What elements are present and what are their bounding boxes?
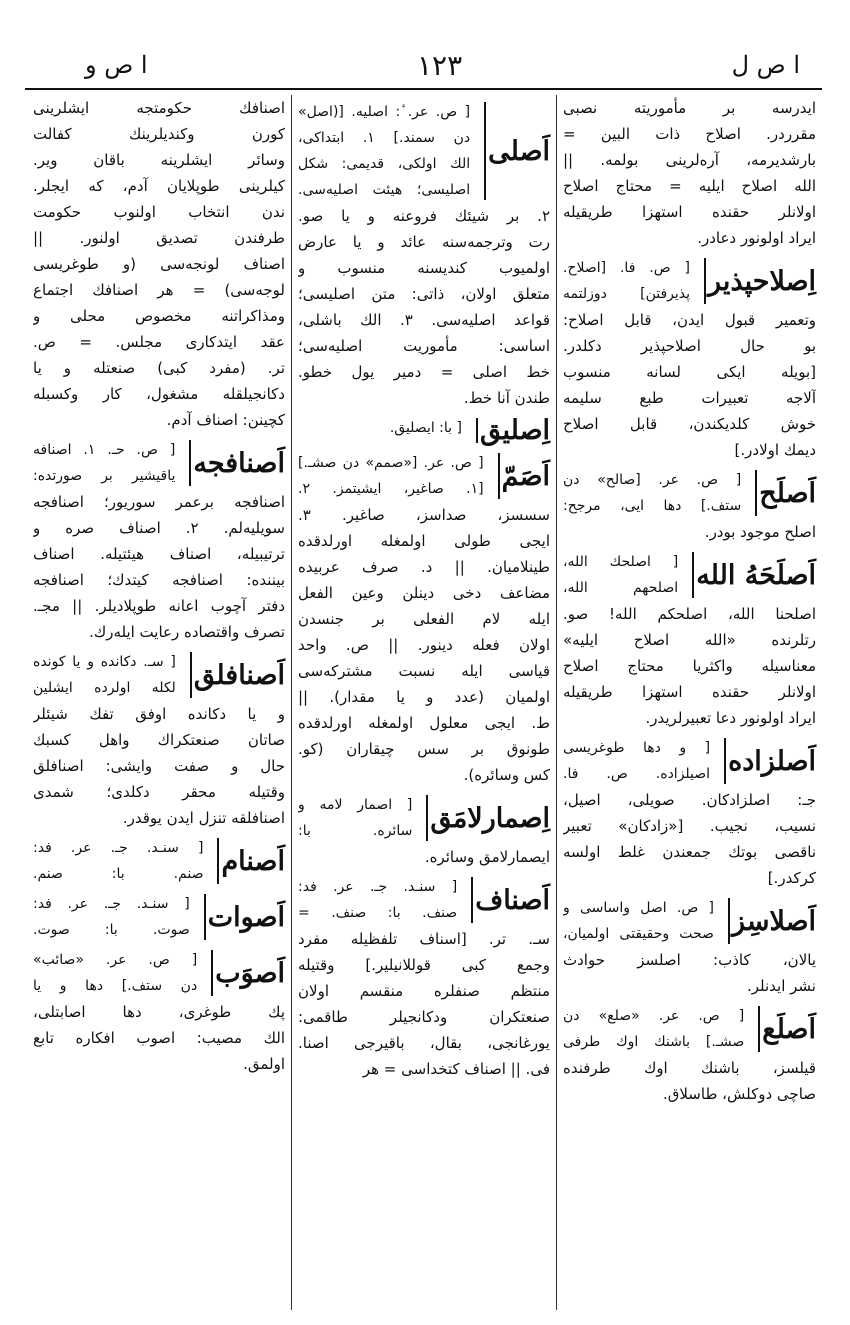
text-line: دکانجیلقله مشغول، کار وکسبله [33,385,285,403]
text-line: تر. (مفرد کبی) صنعتله و یا [33,359,285,377]
text-line: بو حال اصلاحپذیر دکلدر. [563,337,816,355]
brace-mark [694,258,706,304]
entry-definition [298,415,462,446]
text-line: رتلرنده «الله اصلاح ایلیه» [563,631,816,649]
definition-line: [ سـ. دکانده و یا کونده‌ [33,654,176,670]
definition-line: [١. صاغیر، ایشیتمز. ٢. [298,481,484,497]
text-line: اولان فعله دینور. || ص. واحد [298,636,550,654]
definition-line: اصلحهم الله، [563,580,679,596]
text-line: قیلسز، باشنك اوك طرفنده [563,1059,816,1077]
text-line: دفتر آچوب اعانه طوپلادیلر. || مجـ. [33,597,285,615]
definition-line: صنف. با: صنف. = [298,905,458,921]
text-line: ایدرسه بر مأموریته نصبی [563,99,816,117]
entry-continuation [298,502,550,788]
text-line: طندن آنا خط. [463,389,550,407]
text-line: معناسیله واکثریا محتاج اصلاح [563,657,816,675]
text-line: تصرف واقتصاده رعایت ایله‌رك. [89,623,285,641]
page-number: ١٢٣ [417,48,463,82]
dictionary-entry [563,895,816,947]
definition-line: اصلیسی؛ هیئت اصلیه‌سی. [298,182,471,198]
entry-continuation [563,1055,816,1107]
text-line: وسائر ایشلرینه باقان ویر. [33,151,285,169]
brace-mark [748,1006,760,1052]
dictionary-entry [298,874,550,926]
brace-mark [461,877,473,923]
text-line: اصلح موجود بودر. [704,523,816,541]
entry-headword: اَصنافلق [193,659,285,691]
text-line: ناقصی بوتك جمعندن غلط اولسه [563,843,816,861]
text-line: رت وترجمه‌سنه عائد و یا عارض [298,233,550,251]
text-line: سسسز، صداسز، صاغیر. ٣. [298,506,550,524]
entry-continuation [298,926,550,1082]
dictionary-entry [33,947,285,999]
text-line: [بویله ایکی لسانه منسوب [563,363,816,381]
text-paragraph [563,95,816,251]
entry-continuation [563,307,816,463]
text-line: صاتان صنعتکراك واهل کسبك [33,731,285,749]
header-section-left: ا ص و [85,51,148,79]
text-line: و یا دکانده اوفق تفك شیئلر [33,705,285,723]
dictionary-entry [298,792,550,844]
text-line: اولمق. [243,1055,285,1073]
text-line: ایجی طولی اولمغله اورلدقده [298,532,550,550]
entry-definition [563,1003,744,1055]
entry-definition [563,549,678,601]
definition-line: صشـ.] باشنك اوك طرفی [563,1034,745,1050]
entry-headword: اَصنافجه [193,447,285,479]
entry-continuation [563,519,816,545]
text-line: متعلق اولان، ذاتی: متن اصلیسی؛ [298,285,550,303]
brace-mark [194,894,206,940]
text-line: فی. || اصناف کتخداسی = هر [362,1060,550,1078]
text-line: ٢. بر شیئك فروعنه و یا صو. [298,207,550,225]
entry-headword: اَصَمّ [501,460,550,492]
brace-mark [416,795,428,841]
text-line: آلاجه تعبیرات طبع سلیمه [563,389,816,407]
entry-headword: اَصلاسِز [731,905,816,937]
text-line: ایصمارلامق وسائره. [424,848,550,866]
text-line: بیننده: اصنافجه کیتدك؛ اصنافجه [33,571,285,589]
text-line: وقتیله محقر دکلدی؛ شمدی [33,783,285,801]
text-line: طینلامیان. || د. صرف عربیده [298,558,550,576]
page-header [25,45,822,85]
column-right [557,95,822,1310]
definition-line: صنم. با: صنم. [33,866,204,882]
definition-line: [ سنـد. جـ. عر. فد: [298,879,458,895]
text-line: اصنافلقه تنزل ایدن یوقدر. [122,809,285,827]
definition-line: الك اولکی، قدیمی: شکل [298,156,471,172]
text-line: الك مصیب: اصوب افکاره تابع [33,1029,285,1047]
text-line: ایراد اولونور دعادر. [697,229,816,247]
text-line: صنعتکران ودکانجیلر طاقمی: [298,1008,550,1026]
entry-headword: اَصلَح [759,477,816,509]
brace-mark [179,440,191,486]
definition-line: اصیلزاده. ص. فا. [563,766,711,782]
text-line: ایله لام الفعلی بر جنسدن [298,610,550,628]
entry-headword: اَصوات [207,901,285,933]
dictionary-entry [563,1003,816,1055]
text-line: کیلرینی طوپلایان آدم، که ایجلر. [33,177,285,195]
definition-line: دن سمند.] ١. ابتداکی، [298,130,471,146]
text-line: اولمیان (عدد و یا مقدار). || [298,688,550,706]
text-line: سویلیه‌لم. ٢. اصناف صره و [33,519,285,537]
definition-line: پذیرفتن] دوزلتمه [563,286,691,302]
definition-line: دن ستف.] دها و یا [33,978,198,994]
brace-mark [466,418,478,443]
entry-headword: اَصنام [221,845,285,877]
entry-continuation [563,601,816,731]
definition-line: [ سنـد. جـ. عر. فد: [33,840,204,856]
entry-definition [563,467,741,519]
text-line: طرفندن تصدیق اولنور. || [33,229,285,247]
text-line: وتعمیر قبول ایدن، قابل اصلاح: [563,311,816,329]
entry-definition [563,735,710,787]
entry-definition [33,437,175,489]
entry-definition [33,835,203,887]
entry-continuation [298,844,550,870]
column-middle [292,95,557,1310]
entry-continuation [33,701,285,831]
text-line: نسیب، نجیب. [«زادکان» تعبیر [563,817,816,835]
definition-line: [ و دها طوغریسی [563,740,711,756]
brace-mark [714,738,726,784]
entry-definition [563,895,714,947]
brace-mark [745,470,757,516]
dictionary-entry [563,735,816,787]
entry-headword: اَصلَع [762,1013,816,1045]
text-line: کس وسائره). [463,766,550,784]
brace-mark [180,652,192,698]
text-line: خط اصلی = دمیر یول خطو. [298,363,550,381]
entry-headword: اِصلیق [479,415,550,446]
entry-continuation [33,489,285,645]
definition-line: [ ص. عر. [صالح» دن [563,472,742,488]
text-line: سـ. تر. [اسناف تلفظیله مفرد [298,930,550,948]
text-line: کچینن: اصناف آدم. [166,411,285,429]
text-line: حال و صفت وایشی: اصنافلق [33,757,285,775]
column-left [27,95,292,1310]
text-line: اولانلر حقنده استهزا طریقیله [563,683,816,701]
definition-line: [ ص. فا. [اصلاح. [563,260,691,276]
text-line: مقرردر. اصلاح ذات البین = [563,125,816,143]
definition-line: [ ص. اصل واساسی و [563,900,714,916]
text-line: ایراد اولونور دعا تعبیرلریدر. [645,709,816,727]
entry-headword: اَصناف [475,884,550,916]
text-line: قواعد اصلیه‌سی. ٣. الك باشلی، [298,311,550,329]
text-line: مضاعف دخی دینلن وعین الفعل [298,584,550,602]
definition-line: [ ص. عر. «صلع» دن [563,1008,745,1024]
definition-line: [ ص. عر. [«صمم» دن صشـ.] [298,455,484,471]
dictionary-entry [563,549,816,601]
brace-mark [201,950,213,996]
dictionary-entry [563,255,816,307]
text-line: اولانلر حقنده استهزا طریقیله [563,203,816,221]
text-line: یورغانجی، بقال، باقیرجی اصنا. [298,1034,550,1052]
entry-headword: اَصوَب [215,957,285,989]
text-line: وجمع کبی قوللانیلیر.] وقتیله [298,956,550,974]
entry-definition [298,792,412,844]
text-line: اولمیوب کندیسنه منسوب و [298,259,550,277]
text-line: جـ: اصلزادکان. صویلی، اصیل، [563,791,816,809]
definition-line: [ با: ایصلیق. [389,420,462,436]
entry-headword: اَصلَحَهُ الله [696,559,816,591]
text-line: ط. ایجی معلول اولمغله اورلدقده [298,714,550,732]
text-line: قیاسی ایله نسبت مشترکه‌سی [298,662,550,680]
entry-definition [563,255,690,307]
text-line: ندن انتخاب اولنوب حکومت [33,203,285,221]
text-line: کورن وکندیلرینك کفالت [33,125,285,143]
text-line: اصنافك حکومتجه ایشلرینی [33,99,285,117]
dictionary-entry [298,450,550,502]
definition-line: لکله اولرده ایشلین [33,680,176,696]
text-line: پك طوغری، دها اصابتلی، [33,1003,285,1021]
text-line: یالان، کاذب: اصلسز حوادث [563,951,816,969]
text-line: خوش کلدیکندن، قابل اصلاح [563,415,816,433]
brace-mark [207,838,219,884]
definition-line: صحت وحقیقتی اولمیان، [563,926,714,942]
entry-headword: اِصلاحپذیر [708,265,816,297]
entry-continuation [563,787,816,891]
text-line: اصلحنا الله، اصلحکم الله! صو. [563,605,816,623]
entry-headword: اَصلی [488,135,550,167]
entry-definition [298,450,484,502]
entry-headword: اَصلزاده [728,745,816,777]
entry-continuation [33,999,285,1077]
definition-line: [ ص. عر. ٔ: اصلیه. [(اصل» [298,104,471,120]
dictionary-entry [33,649,285,701]
entry-definition [298,874,457,926]
text-line: اصناف لونجه‌سی (و طوغریسی [33,255,285,273]
definition-line: [ اصلحك الله، [563,554,679,570]
text-line: کرکدر.] [767,869,816,887]
dictionary-entry [298,99,550,203]
text-line: لوجه‌سی) = هر اصنافك اجتماع [33,281,285,299]
entry-continuation [563,947,816,999]
dictionary-entry [33,437,285,489]
header-rule [25,88,822,90]
entry-continuation [298,203,550,411]
header-section-right: ا ص ل [731,51,800,79]
entry-definition [33,891,190,943]
text-line: نشر ایدنلر. [746,977,816,995]
definition-line: [ اصمار لامه و [298,797,413,813]
text-line: دیمك اولادر.] [734,441,816,459]
entry-headword: اِصمارلامَق [430,802,550,834]
brace-mark [682,552,694,598]
text-line: اصنافجه برعمر سوریور؛ اصنافجه [33,493,285,511]
dictionary-columns [25,95,822,1310]
brace-mark [474,102,486,200]
text-line: عقد ایتدکاری مجلس. = ص. [33,333,285,351]
text-line: الله اصلاح ایلیه = محتاج اصلاح [563,177,816,195]
entry-definition [33,947,197,999]
definition-line: ستف.] دها ایی، مرجح: [563,498,742,514]
brace-mark [488,453,500,499]
entry-definition [298,99,470,203]
definition-line: یاقیشیر بر صورتده: [33,468,176,484]
dictionary-entry [298,415,550,446]
text-line: منتظم صنفلره منقسم اولان [298,982,550,1000]
definition-line: صوت. با: صوت. [33,922,190,938]
text-line: صاچی دوکلش، طاسلاق. [662,1085,816,1103]
dictionary-entry [33,891,285,943]
entry-definition [33,649,176,701]
definition-line: [ سنـد. جـ. عر. فد: [33,896,190,912]
text-line: طونوق بر سس چیقاران (کو. [298,740,550,758]
text-paragraph [33,95,285,433]
definition-line: سائره. با: [298,823,413,839]
dictionary-entry [33,835,285,887]
brace-mark [718,898,730,944]
text-line: اساسی: مأموریت اصلیه‌سی؛ [298,337,550,355]
definition-line: [ ص. عر. «صائب» [33,952,198,968]
text-line: بارشدیرمه، آره‌لرینی بولمه. || [563,151,816,169]
dictionary-entry [563,467,816,519]
definition-line: [ ص. حـ. ١. اصنافه [33,442,176,458]
text-line: ومذاکراتنه مخصوص محلی و [33,307,285,325]
text-line: ترتیبیله، اصناف هیئتیله. اصناف [33,545,285,563]
